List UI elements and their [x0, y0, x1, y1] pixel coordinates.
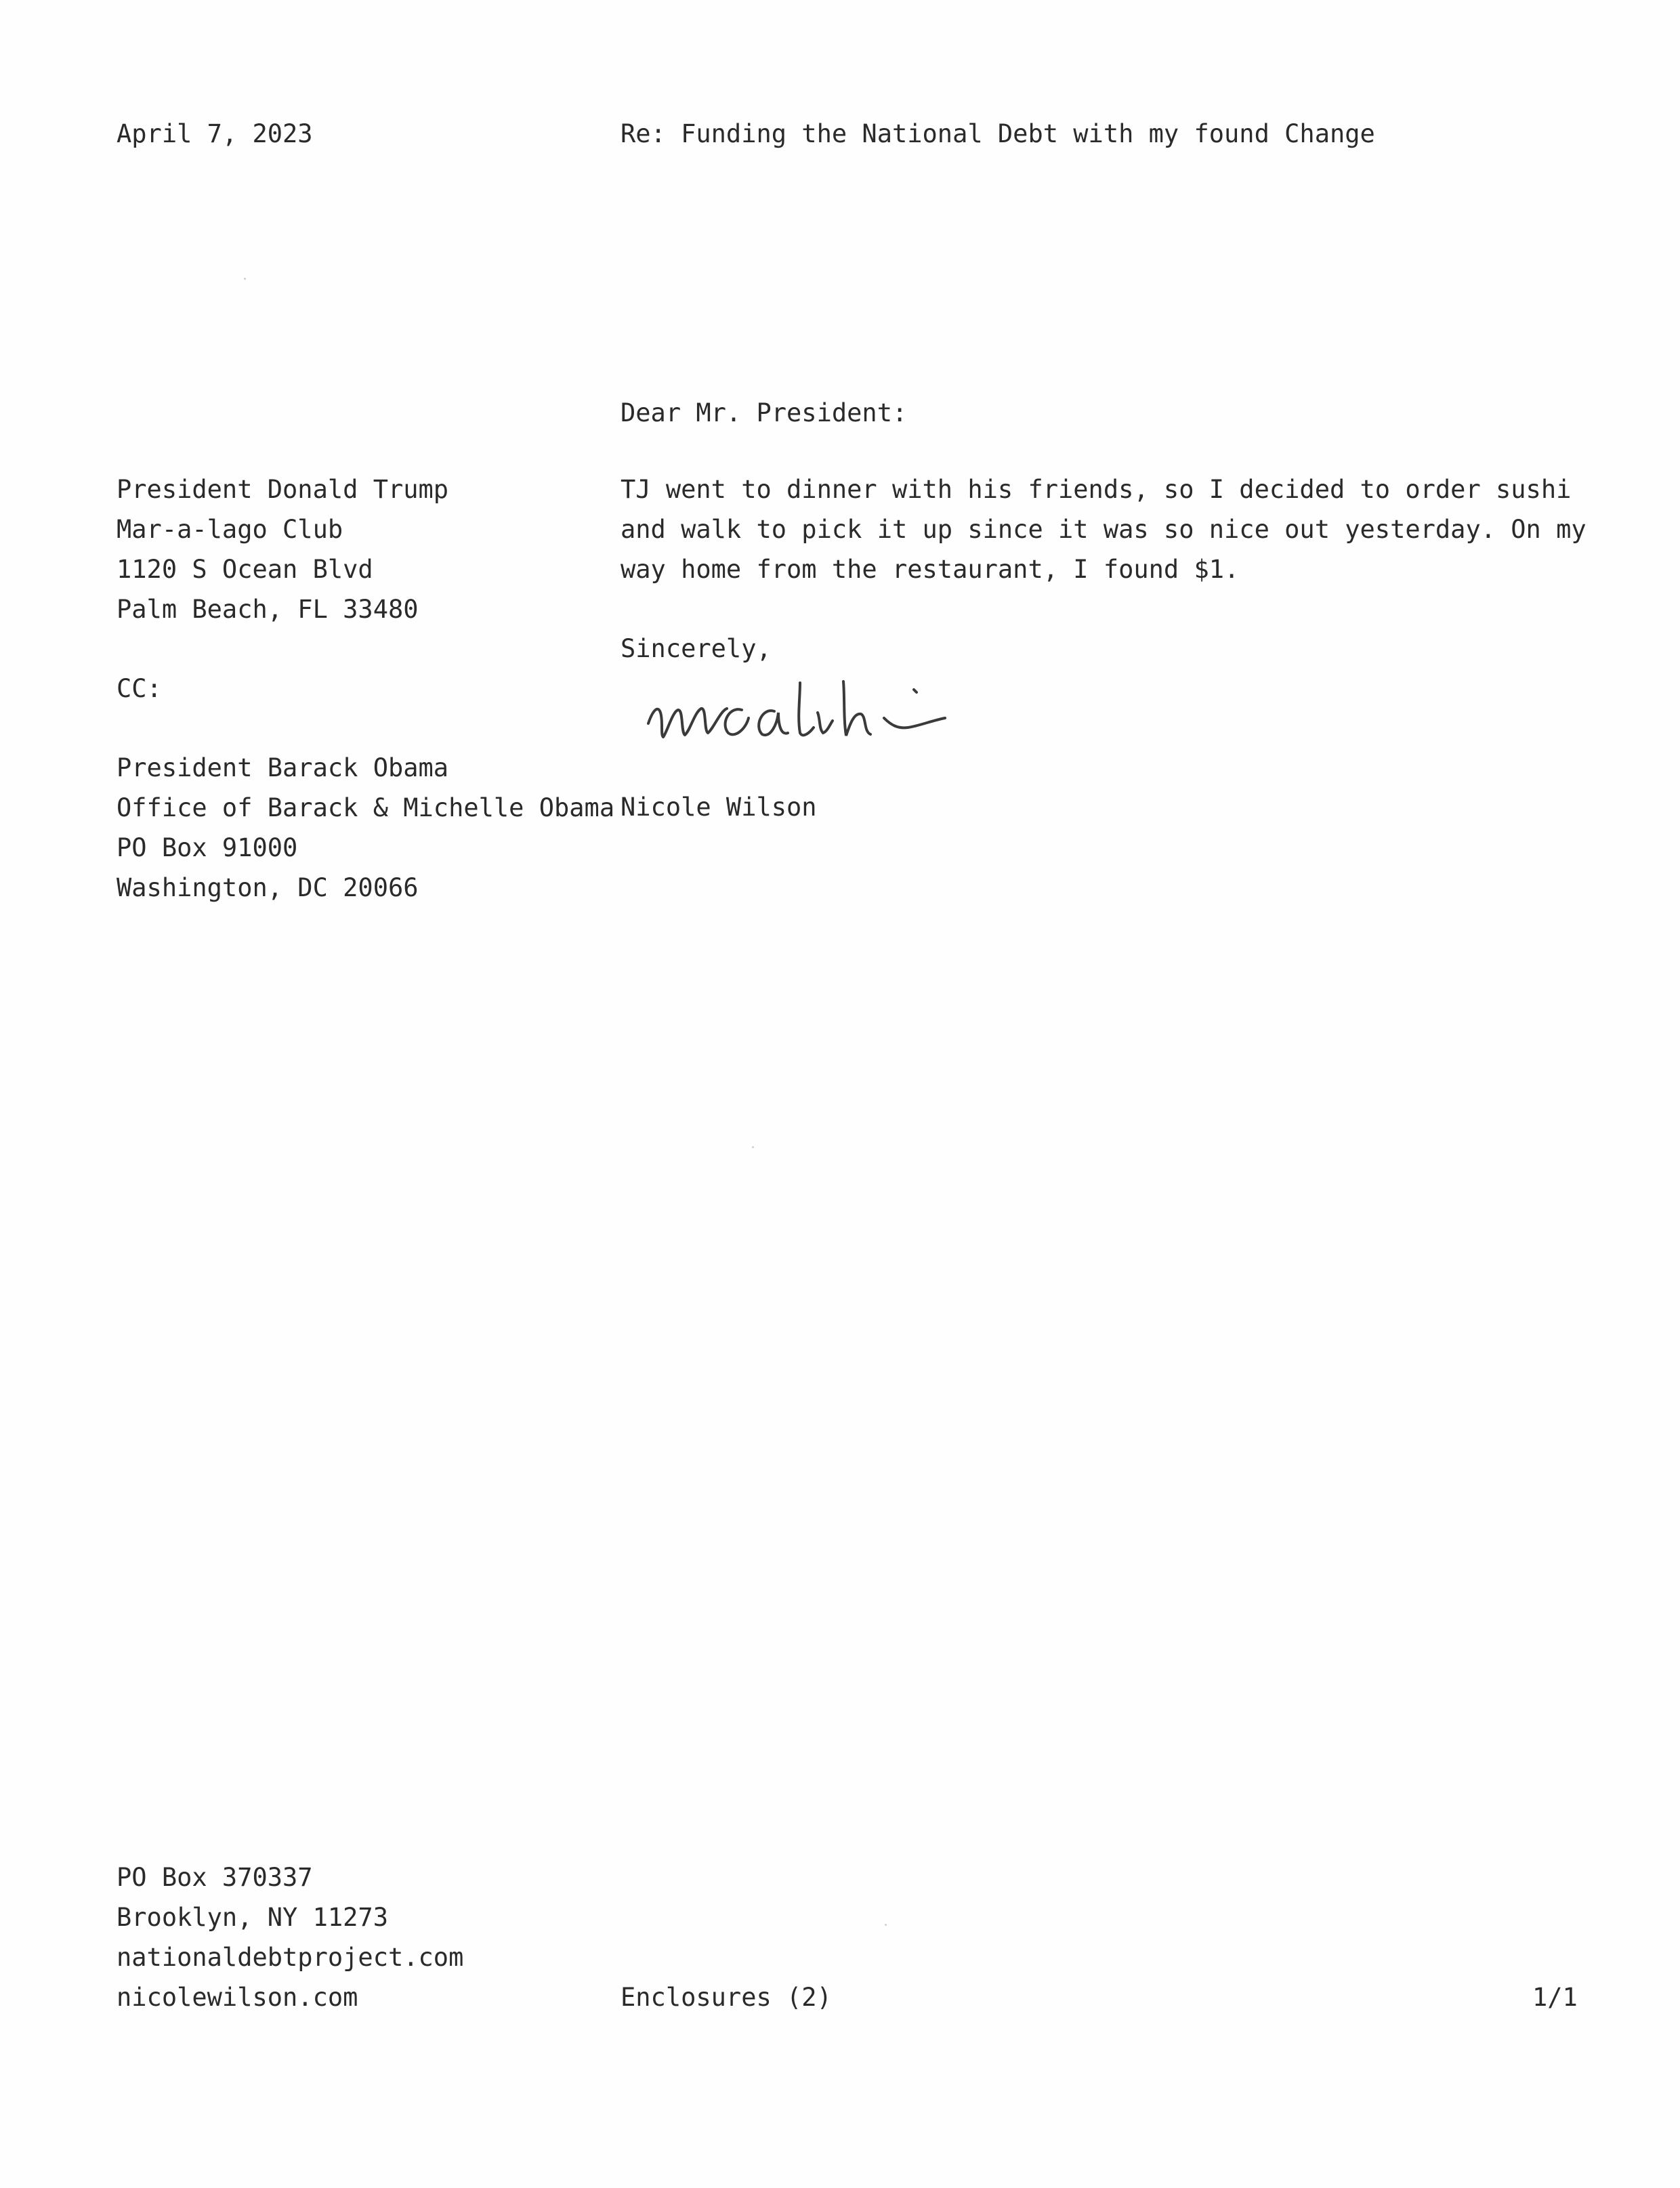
sender-website: nationaldebtproject.com	[117, 1943, 464, 1972]
cc-line: Office of Barack & Michelle Obama	[117, 793, 615, 822]
letter-body: TJ went to dinner with his friends, so I decided to order sushi and walk to pick it up since it was so nice out yesterday. On my way home from the restaurant, I found $1.	[621, 475, 1587, 584]
closing: Sincerely,	[621, 634, 772, 663]
page-number: 1/1	[1532, 1983, 1578, 2012]
cc-line: Washington, DC 20066	[117, 873, 419, 902]
sender-address	[117, 1857, 463, 2017]
cc-label: CC:	[117, 674, 162, 703]
cc-name: President Barack Obama	[117, 753, 449, 782]
sender-line: PO Box 370337	[117, 1863, 313, 1892]
letter-subject: Re: Funding the National Debt with my found Change	[621, 119, 1375, 148]
enclosures-note: Enclosures (2)	[621, 1983, 832, 2012]
cc-line: PO Box 91000	[117, 833, 298, 862]
handwritten-signature	[640, 671, 1006, 755]
recipient-line: Mar-a-lago Club	[117, 515, 343, 544]
letter-date: April 7, 2023	[117, 119, 313, 148]
cc-address	[117, 748, 614, 908]
scan-speck	[885, 1924, 887, 1926]
signer-name: Nicole Wilson	[621, 793, 817, 822]
recipient-address	[117, 469, 448, 629]
recipient-line: Palm Beach, FL 33480	[117, 595, 419, 624]
scan-speck	[752, 1146, 754, 1148]
scan-speck	[244, 278, 246, 280]
recipient-name: President Donald Trump	[117, 475, 449, 504]
sender-website: nicolewilson.com	[117, 1983, 358, 2012]
recipient-line: 1120 S Ocean Blvd	[117, 555, 373, 584]
salutation: Dear Mr. President:	[621, 398, 908, 427]
sender-line: Brooklyn, NY 11273	[117, 1903, 388, 1932]
